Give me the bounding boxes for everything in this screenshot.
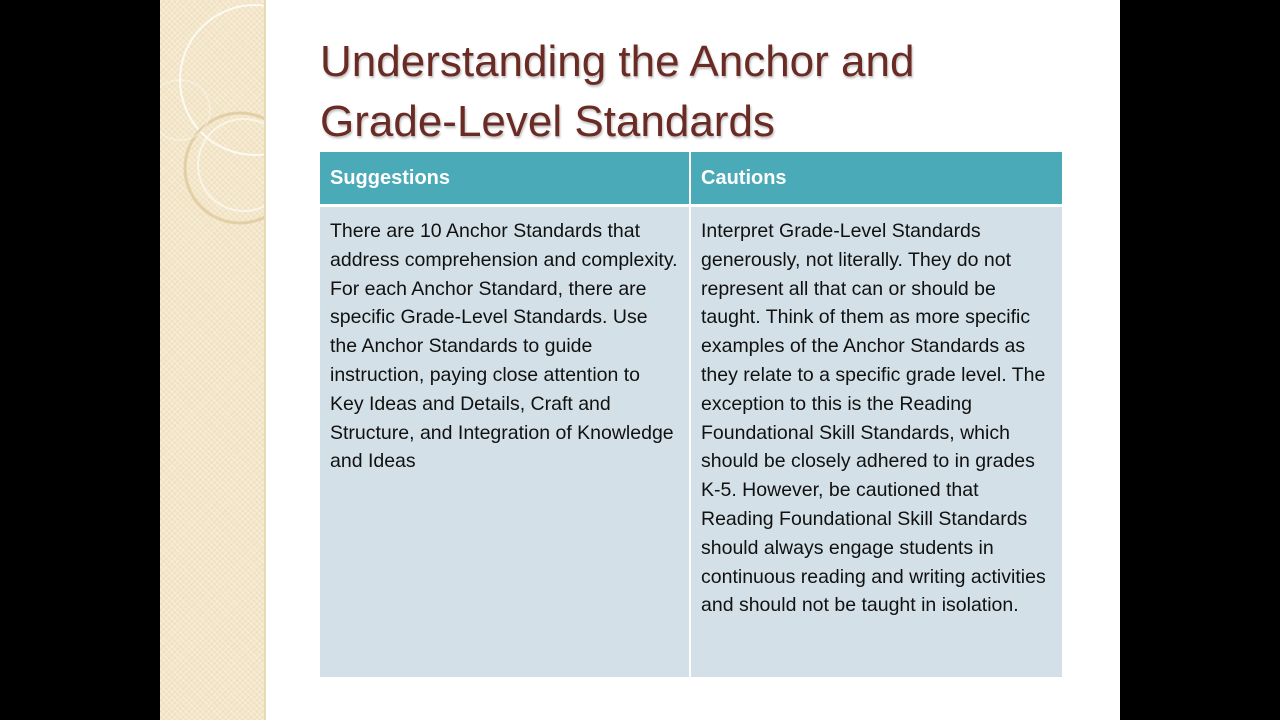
cautions-cell: Interpret Grade-Level Standards generously, not literally. They do not represent all that can or should be taught. Think of them as more specific examples of the Anchor Standards as they relate to a specific grade level. The exception to this is the Reading Foundational Skill Standards, which should be closely adhered to in grades K-5. However, be cautioned that Reading Foundational Skill Standards should always engage students in continuous reading and writing activities and should not be taught in isolation.: [690, 206, 1062, 678]
slide: [160, 0, 1120, 720]
swirl-ornament-icon: [160, 0, 266, 300]
slide-title-line-2: Grade-Level Standards: [320, 97, 775, 146]
decorative-sidebar: [160, 0, 266, 720]
sidebar-divider: [264, 0, 266, 720]
column-header-cautions: Cautions: [690, 152, 1062, 206]
slide-title: [320, 32, 1040, 152]
column-header-suggestions: Suggestions: [320, 152, 690, 206]
suggestions-cell: There are 10 Anchor Standards that address comprehension and complexity. For each Anchor Standard, there are specific Grade-Level Standards. Use the Anchor Standards to guide instruction, paying close attention to Key Ideas and Details, Craft and Structure, and Integration of Knowledge and Ideas: [320, 206, 690, 678]
standards-table: [320, 152, 1062, 677]
table-row: [320, 206, 1062, 678]
table-header-row: [320, 152, 1062, 206]
slide-title-line-1: Understanding the Anchor and: [320, 37, 915, 86]
